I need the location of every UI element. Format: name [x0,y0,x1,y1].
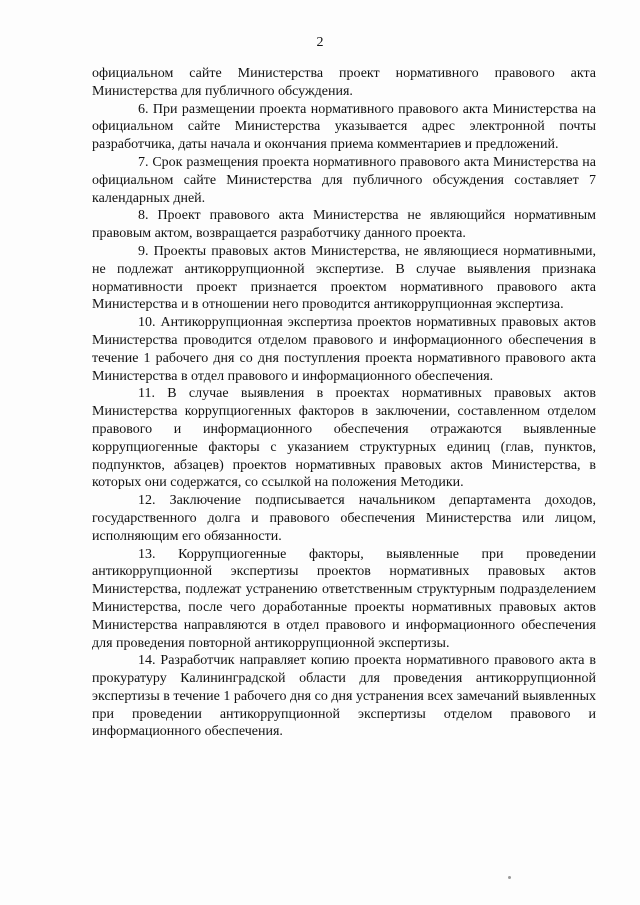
paragraph-13: 13. Коррупциогенные факторы, выявленные при проведении антикоррупционной экспертизы проектов нормативных правовых актов Министерства, подлежат устранению ответственным структурным подразделением Министерства, после чего доработанные проекты нормативных правовых актов Министерства направляются в отдел правового и информационного обеспечения для проведения повторной антикоррупционной экспертизы. [92,546,596,651]
paragraph-14: 14. Разработчик направляет копию проекта нормативного правового акта в прокуратуру Калининградской области для проведения антикоррупционной экспертизы в течение 1 рабочего дня со дня устранения всех замечаний выявленных при проведении антикоррупционной экспертизы отделом правового и информационного обеспечения. [92,653,596,740]
page-number: 2 [316,35,324,50]
paragraph-9: 9. Проекты правовых актов Министерства, не являющиеся нормативными, не подлежат антикоррупционной экспертизе. В случае выявления признака нормативности проект признается проектом нормативного правового акта Министерства и в отношении него проводится антикоррупционная экспертиза. [92,243,596,313]
paragraph-7: 7. Срок размещения проекта нормативного правового акта Министерства на официальном сайте Министерства для публичного обсуждения составляет 7 календарных дней. [92,154,596,206]
scan-artifact-dot [508,876,511,879]
paragraph-6: 6. При размещении проекта нормативного правового акта Министерства на официальном сайте Министерства указывается адрес электронной почты разработчика, даты начала и окончания приема комментариев и предложений. [92,101,596,153]
paragraph-12: 12. Заключение подписывается начальником департамента доходов, государственного долга и правового обеспечения Министерства или лицом, исполняющим его обязанности. [92,493,596,544]
document-body [92,65,596,741]
paragraph-11: 11. В случае выявления в проектах нормативных правовых актов Министерства коррупциогенных факторов в заключении, составленном отделом правового и информационного обеспечения отражаются выявленные коррупциогенные факторы с указанием структурных единиц (глав, пунктов, подпунктов, абзацев) проектов нормативных правовых актов Министерства, в которых они содержатся, со ссылкой на положения Методики. [92,386,596,491]
paragraph-10: 10. Антикоррупционная экспертиза проектов нормативных правовых актов Министерства проводится отделом правового и информационного обеспечения в течение 1 рабочего дня со дня поступления проекта нормативного правового акта Министерства в отдел правового и информационного обеспечения. [92,315,596,384]
paragraph-continued: официальном сайте Министерства проект нормативного правового акта Министерства для публичного обсуждения. [92,66,596,99]
paragraph-8: 8. Проект правового акта Министерства не являющийся нормативным правовым актом, возвращается разработчику данного проекта. [92,208,596,242]
